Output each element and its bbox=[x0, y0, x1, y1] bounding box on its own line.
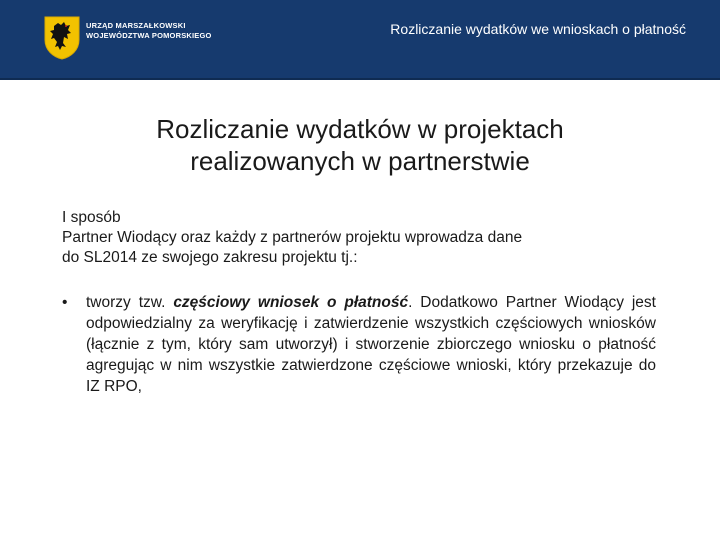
header-bar bbox=[0, 0, 720, 78]
header-title: Rozliczanie wydatków we wnioskach o płatność bbox=[390, 21, 686, 37]
logo-line-2: WOJEWÓDZTWA POMORSKIEGO bbox=[86, 31, 212, 40]
logo-line-1: URZĄD MARSZAŁKOWSKI bbox=[86, 21, 186, 30]
slide-title-line-1: Rozliczanie wydatków w projektach bbox=[156, 114, 564, 144]
bullet-item bbox=[62, 292, 656, 397]
bullet-text bbox=[86, 292, 656, 397]
logo bbox=[44, 16, 244, 60]
bullet-marker: • bbox=[62, 294, 68, 311]
intro-line-3: do SL2014 ze swojego zakresu projektu tj.: bbox=[62, 249, 358, 266]
intro-line-2: Partner Wiodący oraz każdy z partnerów projektu wprowadza dane bbox=[62, 229, 523, 246]
intro-text bbox=[62, 208, 662, 268]
griffin-coat-of-arms-icon bbox=[44, 16, 80, 60]
slide-title bbox=[60, 113, 660, 177]
bullet-rest: . Dodatkowo Partner Wiodący jest odpowiedzialny za weryfikację i zatwierdzenie wszystkich częściowych wniosków (łącznie z tym, który sam utworzył) i stworzenie zbiorczego wniosku o płatność agregując w nim wszystkie zatwierdzone częściowe wnioski, który przekazuje do IZ RPO, bbox=[86, 294, 656, 395]
header-divider bbox=[0, 78, 720, 80]
intro-line-1: I sposób bbox=[62, 209, 121, 226]
bullet-emphasis: częściowy wniosek o płatność bbox=[173, 294, 409, 311]
bullet-prefix: tworzy tzw. bbox=[86, 294, 174, 311]
slide-title-line-2: realizowanych w partnerstwie bbox=[190, 146, 530, 176]
logo-text bbox=[86, 21, 212, 41]
